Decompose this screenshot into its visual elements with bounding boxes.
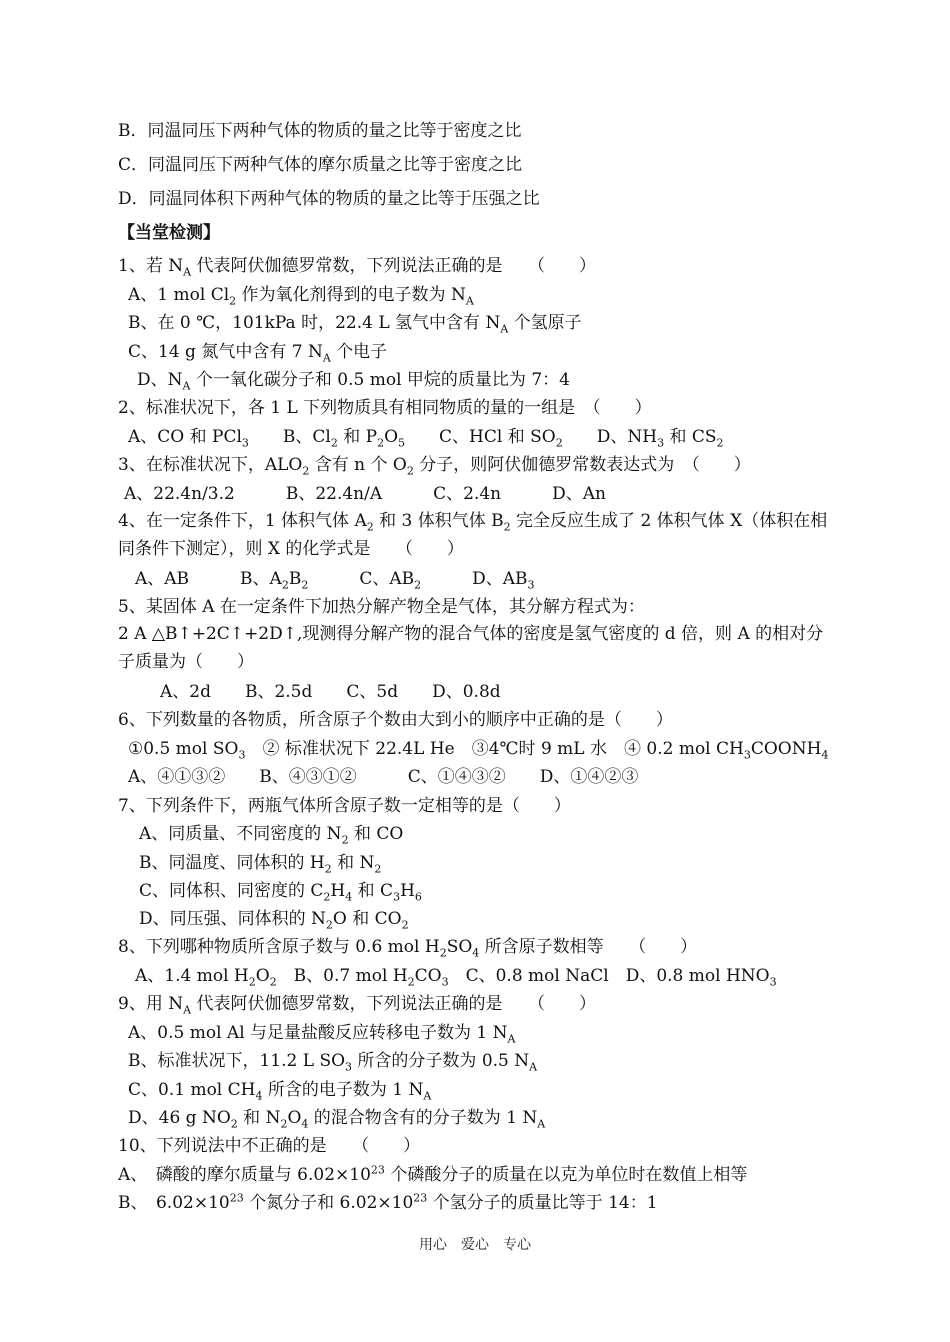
question-6-stem: 6、下列数量的各物质，所含原子个数由大到小的顺序中正确的是（ ）	[118, 710, 673, 730]
question-7-option-a: A、同质量、不同密度的 $N_2$ 和 CO	[122, 824, 404, 847]
question-9-option-b: B、标准状况下，11.2 L $SO_3$ 所含的分子数为 0.5 $N_A$	[128, 1051, 538, 1074]
question-1-option-a: A、1 mol $Cl_2$ 作为氧化剂得到的电子数为 $N_A$	[128, 285, 474, 308]
question-4-options: A、AB B、$A_2B_2$ C、$AB_2$ D、$AB_3$	[118, 569, 535, 592]
question-7-option-d: D、同压强、同体积的 $N_2O$ 和 $CO_2$	[122, 909, 409, 932]
question-9-stem: 9、用 $N_A$ 代表阿伏伽德罗常数，下列说法正确的是 （ ）	[118, 994, 596, 1017]
question-2-options: A、CO 和 PCl$_3$ B、$Cl_2$ 和 $P_2O_5$ C、HCl 和 $SO_2$ D、$NH_3$ 和 $CS_2$	[128, 427, 724, 450]
option-c: C．同温同压下两种气体的摩尔质量之比等于密度之比	[118, 155, 523, 175]
question-10-option-a: A、 磷酸的摩尔质量与 $6.02\times 10^{23}$ 个磷酸分子的质量在以克为单位时在数值上相等	[118, 1163, 748, 1185]
option-d: D．同温同体积下两种气体的物质的量之比等于压强之比	[118, 189, 540, 209]
question-7-option-b: B、同温度、同体积的 $H_2$ 和 $N_2$	[122, 853, 382, 876]
question-4-stem: 4、在一定条件下，1 体积气体 $A_2$ 和 3 体积气体 $B_2$ 完全反应生成了 2 体积气体 X（体积在相同条件下测定），则 X 的化学式是 （ ）	[118, 511, 828, 559]
question-3-options: A、22.4n/3.2 B、22.4n/A C、2.4n D、An	[124, 484, 606, 504]
question-9-option-d: D、46 g $NO_2$ 和 $N_2O_4$ 的混合物含有的分子数为 1 $N_A$	[128, 1108, 546, 1131]
question-1-stem: 1、若 $N_A$ 代表阿伏伽德罗常数，下列说法正确的是 （ ）	[118, 256, 596, 279]
question-8-stem: 8、下列哪种物质所含原子数与 0.6 mol $H_2SO_4$ 所含原子数相等 （ ）	[118, 937, 698, 960]
page-footer: 用心 爱心 专心	[419, 1237, 531, 1253]
question-5-stem: 5、某固体 A 在一定条件下加热分解产物全是气体，其分解方程式为：	[118, 597, 645, 617]
question-9-option-a: A、0.5 mol Al 与足量盐酸反应转移电子数为 1 $N_A$	[128, 1023, 516, 1046]
question-1-option-b: B、在 0 ℃，101kPa 时，22.4 L 氢气中含有 $N_A$ 个氢原子	[128, 313, 582, 336]
question-6-options: A、④①③② B、④③①② C、①④③② D、①④②③	[128, 767, 639, 787]
question-5-equation: 2 A △B↑+2C↑+2D↑,现测得分解产物的混合气体的密度是氢气密度的 d 倍，则 A 的相对分子质量为（ ）	[118, 624, 824, 672]
question-10-option-b: B、 $6.02\times 10^{23}$ 个氮分子和 $6.02\times 10^{23}$ 个氢分子的质量比等于 14：1	[118, 1191, 658, 1213]
option-b: B．同温同压下两种气体的物质的量之比等于密度之比	[118, 121, 522, 141]
question-7-stem: 7、下列条件下，两瓶气体所含原子数一定相等的是（ ）	[118, 796, 571, 816]
question-3-stem: 3、在标准状况下，$ALO_2$ 含有 n 个 $O_2$ 分子，则阿伏伽德罗常数表达式为 （ ）	[118, 455, 751, 478]
question-1-option-d: D、$N_A$ 个一氧化碳分子和 0.5 mol 甲烷的质量比为 7：4	[120, 370, 570, 393]
question-5-options: A、2d B、2.5d C、5d D、0.8d	[126, 682, 501, 702]
question-1-option-c: C、14 g 氮气中含有 7 $N_A$ 个电子	[128, 342, 388, 365]
section-title: 【当堂检测】	[118, 223, 220, 243]
question-8-options: A、1.4 mol $H_2O_2$ B、0.7 mol $H_2CO_3$ C、0.8 mol NaCl D、0.8 mol $HNO_3$	[118, 966, 777, 989]
question-2-stem: 2、标准状况下，各 1 L 下列物质具有相同物质的量的一组是 （ ）	[118, 398, 652, 418]
question-9-option-c: C、0.1 mol $CH_4$ 所含的电子数为 1 $N_A$	[128, 1080, 432, 1103]
question-7-option-c: C、同体积、同密度的 $C_2H_4$ 和 $C_3H_6$	[122, 881, 422, 904]
question-6-items: ①0.5 mol $SO_3$ ② 标准状况下 22.4L He ③4℃时 9 mL 水 ④ 0.2 mol $CH_3COONH_4$	[128, 739, 829, 762]
question-10-stem: 10、下列说法中不正确的是 （ ）	[118, 1136, 421, 1156]
